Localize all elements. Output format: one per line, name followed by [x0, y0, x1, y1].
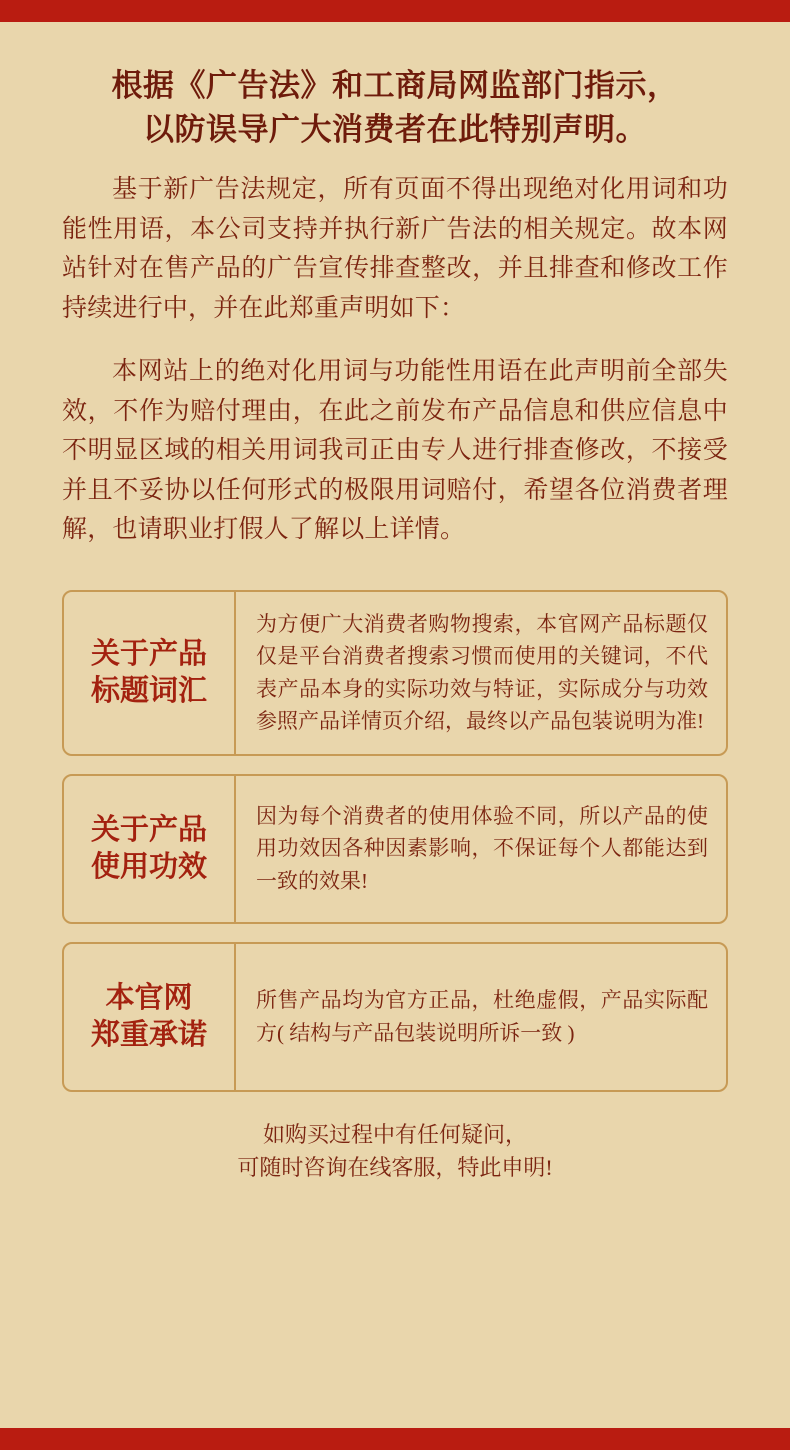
statement-card-product-effect [62, 774, 728, 924]
paragraph-2: 本网站上的绝对化用词与功能性用语在此声明前全部失效，不作为赔付理由，在此之前发布产品信息和供应信息中不明显区域的相关用词我司正由专人进行排查修改，不接受并且不妥协以任何形式的极限用词赔付，希望各位消费者理解，也请职业打假人了解以上详情。 [62, 358, 728, 544]
card-body-promise [236, 944, 726, 1090]
card-body-text: 因为每个消费者的使用体验不同，所以产品的使用功效因各种因素影响，不保证每个人都能达到一致的效果! [256, 803, 708, 893]
card-title-line-2: 标题词汇 [90, 674, 207, 707]
top-color-bar [0, 0, 790, 22]
card-title-product-title [64, 592, 236, 754]
card-title-line-1: 关于产品 [90, 814, 207, 847]
card-title-line-1: 本官网 [105, 982, 193, 1015]
statement-cards [62, 590, 728, 1092]
page-title-line-1: 根据《广告法》和工商局网监部门指示， [111, 68, 679, 103]
page-content [0, 22, 790, 1428]
card-body-product-effect [236, 776, 726, 922]
footer-note [62, 1118, 728, 1184]
statement-card-promise [62, 942, 728, 1092]
paragraph-1: 基于新广告法规定，所有页面不得出现绝对化用词和功能性用语，本公司支持并执行新广告法的相关规定。故本网站针对在售产品的广告宣传排查整改，并且排查和修改工作持续进行中，并在此郑重声明如下： [62, 176, 728, 322]
card-body-text: 为方便广大消费者购物搜索，本官网产品标题仅仅是平台消费者搜索习惯而使用的关键词，不代表产品本身的实际功效与特证，实际成分与功效参照产品详情页介绍，最终以产品包装说明为准! [256, 611, 708, 734]
card-title-line-2: 郑重承诺 [90, 1018, 207, 1051]
bottom-color-bar [0, 1428, 790, 1450]
page-title-line-2: 以防误导广大消费者在此特别声明。 [143, 112, 647, 148]
footer-line-1: 如购买过程中有任何疑问， [262, 1121, 527, 1147]
card-title-product-effect [64, 776, 236, 922]
card-title-line-1: 关于产品 [90, 638, 207, 671]
footer-line-2: 可随时咨询在线客服，特此申明! [237, 1154, 553, 1180]
card-body-product-title [236, 592, 726, 754]
card-title-promise [64, 944, 236, 1090]
page-title [62, 64, 728, 152]
card-title-line-2: 使用功效 [90, 850, 207, 883]
statement-card-product-title [62, 590, 728, 756]
card-body-text: 所售产品均为官方正品，杜绝虚假，产品实际配方( 结构与产品包装说明所诉一致 ) [256, 988, 708, 1045]
